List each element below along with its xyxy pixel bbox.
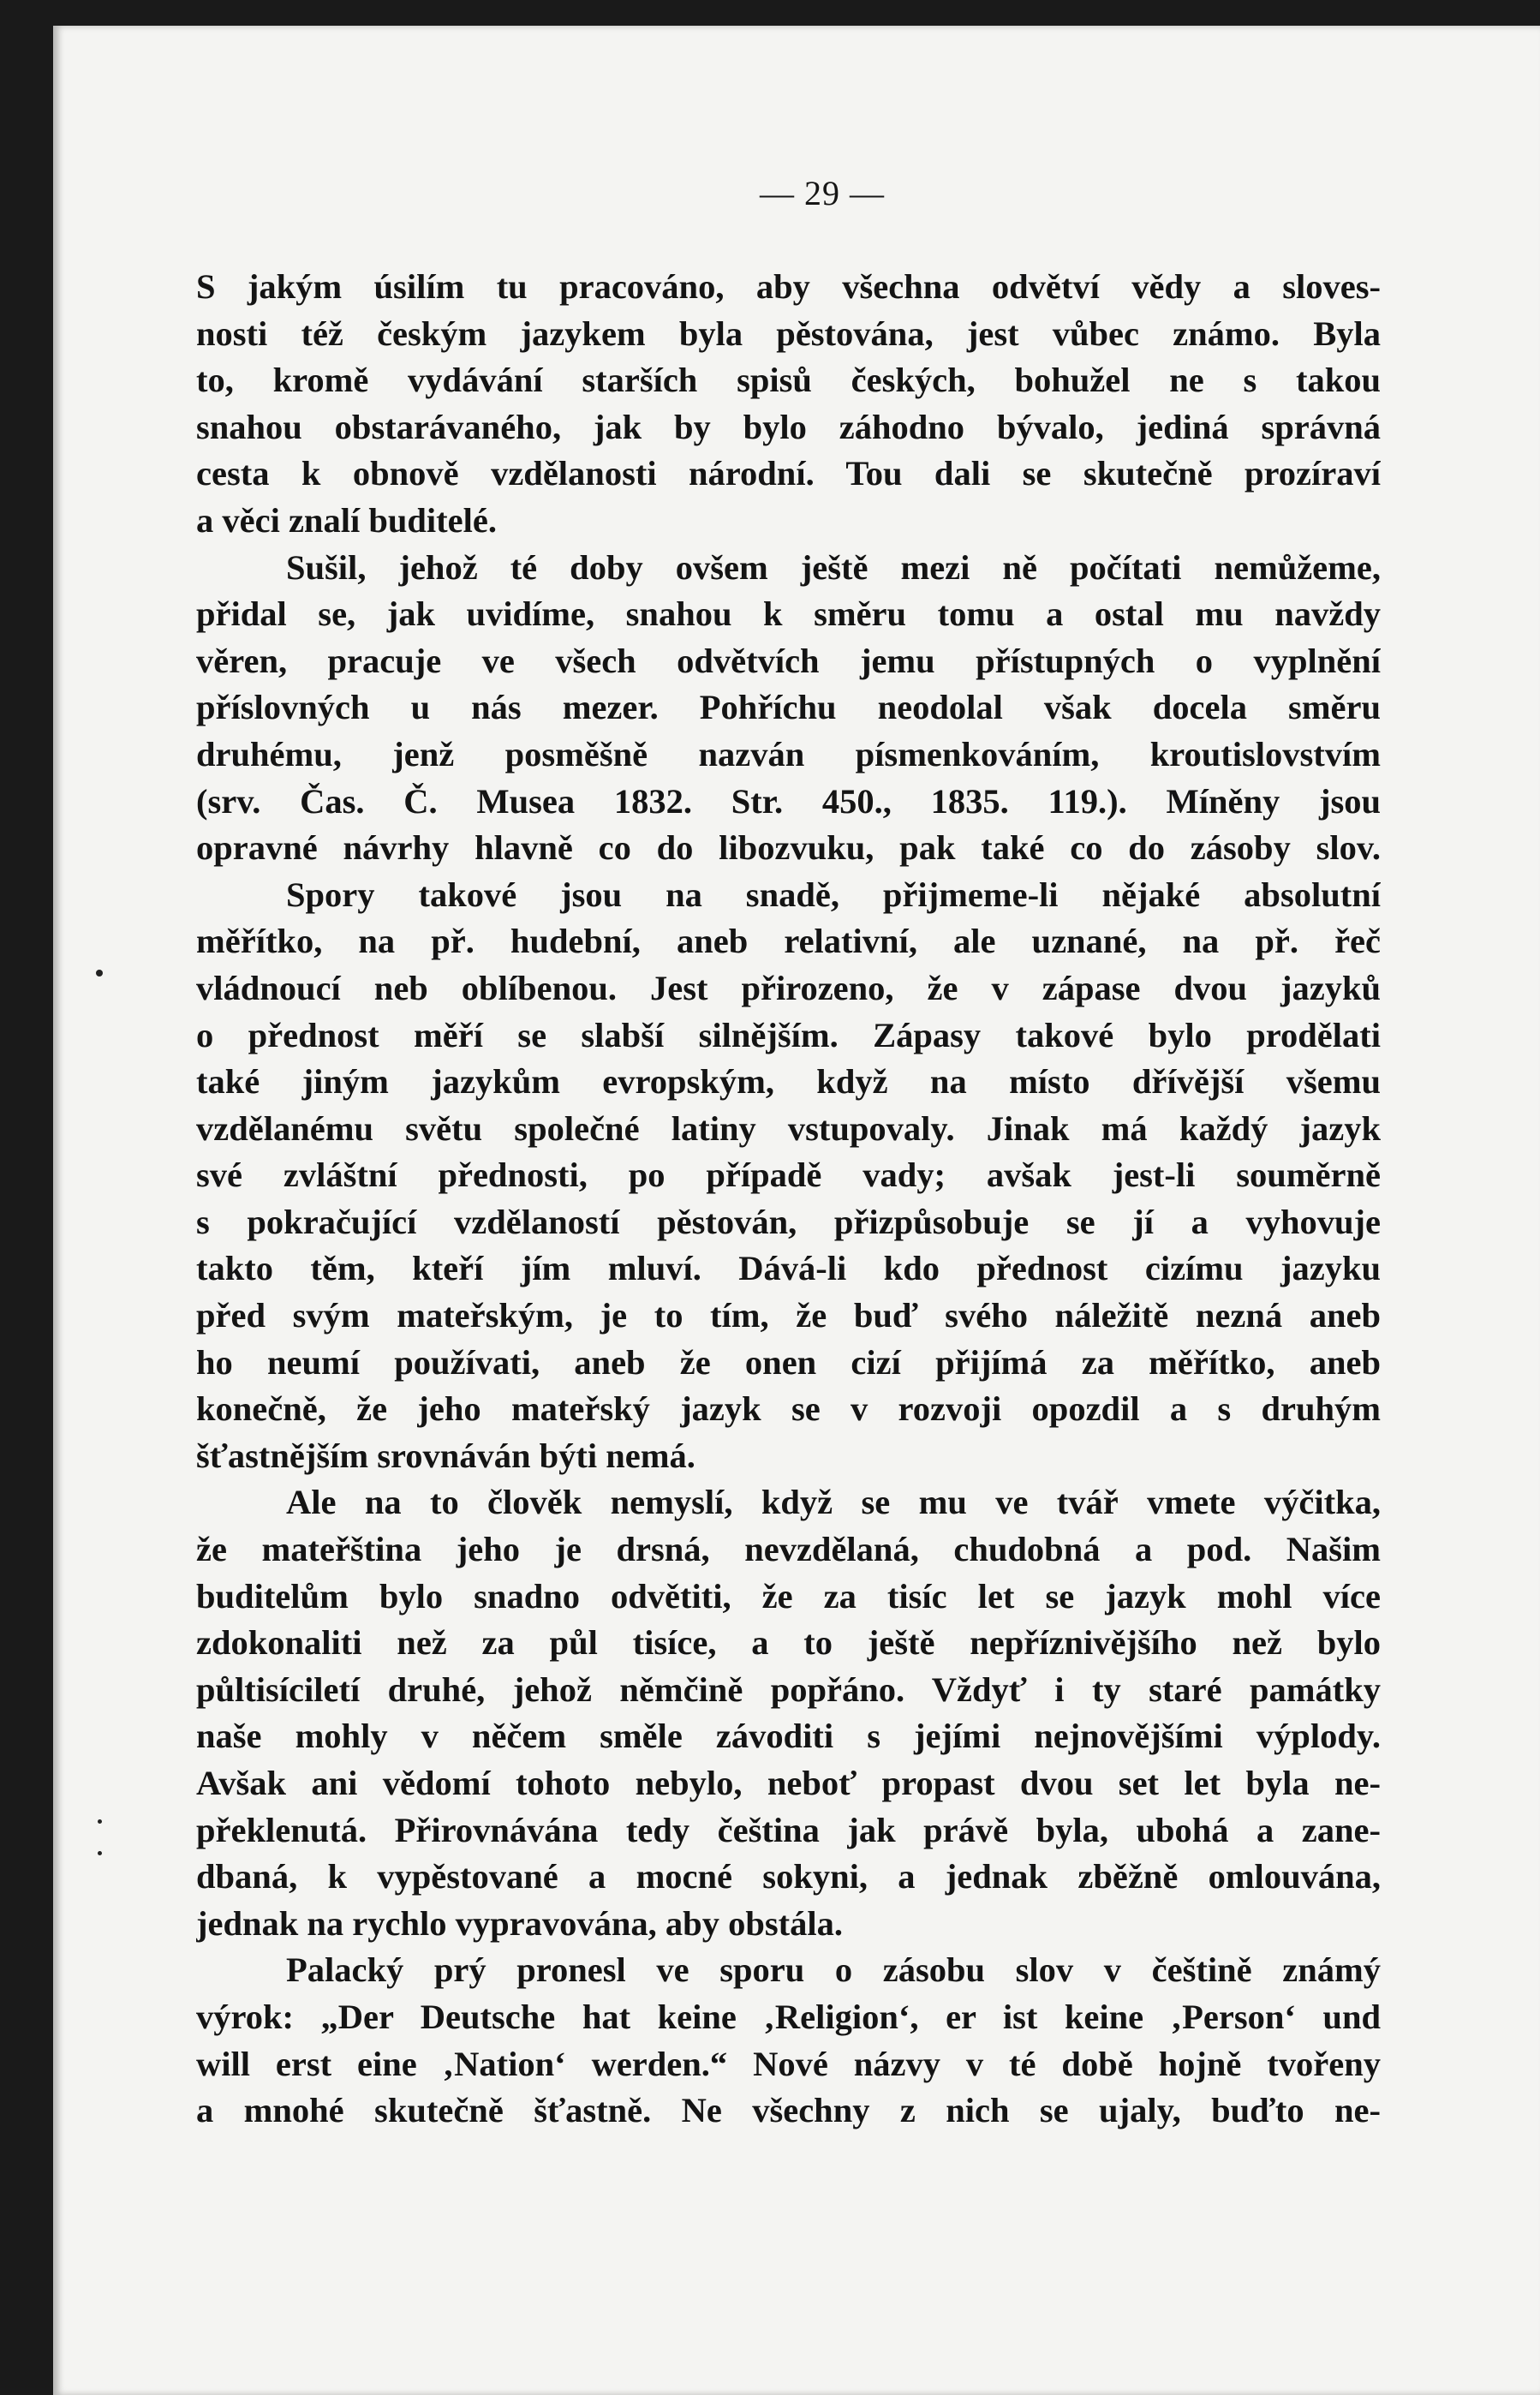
paragraph-5 bbox=[196, 1947, 1381, 2134]
text-line: konečně, že jeho mateřský jazyk se v rozvoji opozdil a s druhým bbox=[196, 1389, 1381, 1429]
text-line: (srv. Čas. Č. Musea 1832. Str. 450., 1835. 119.). Míněny jsou bbox=[196, 781, 1381, 821]
text-line: vzdělanému světu společné latiny vstupovaly. Jinak má každý jazyk bbox=[196, 1108, 1381, 1148]
text-line: a věci znalí buditelé. bbox=[196, 500, 497, 540]
text-line: snahou obstarávaného, jak by bylo záhodno bývalo, jediná správná bbox=[196, 407, 1381, 446]
text-line: Sušil, jehož té doby ovšem ještě mezi ně počítati nemůžeme, bbox=[286, 547, 1381, 587]
text-line: a mnohé skutečně šťastně. Ne všechny z nich se ujaly, buďto ne- bbox=[196, 2091, 1381, 2130]
text-line: před svým mateřským, je to tím, že buď svého náležitě nezná aneb bbox=[196, 1296, 1381, 1335]
scan-speck bbox=[96, 970, 103, 977]
text-line: výrok: „Der Deutsche hat keine ‚Religion‘, er ist keine ‚Person‘ und bbox=[196, 1997, 1381, 2036]
text-line: ho neumí používati, aneb že onen cizí přijímá za měřítko, aneb bbox=[196, 1342, 1381, 1382]
text-line: své zvláštní přednosti, po případě vady; avšak jest-li souměrně bbox=[196, 1156, 1381, 1195]
text-line: to, kromě vydávání starších spisů českých, bohužel ne s takou bbox=[196, 361, 1381, 400]
text-line: že mateřština jeho je drsná, nevzdělaná, chudobná a pod. Našim bbox=[196, 1530, 1381, 1569]
text-line: šťastnějším srovnáván býti nemá. bbox=[196, 1436, 695, 1475]
paragraph-2 bbox=[196, 545, 1381, 872]
text-line: jednak na rychlo vypravována, aby obstála. bbox=[196, 1903, 843, 1943]
text-line: také jiným jazykům evropským, když na místo dřívější všemu bbox=[196, 1062, 1381, 1102]
book-page bbox=[53, 26, 1540, 2395]
text-line: Palacký prý pronesl ve sporu o zásobu slov v češtině známý bbox=[286, 1950, 1381, 1990]
text-line: druhému, jenž posměšně nazván písmenkováním, kroutislovstvím bbox=[196, 734, 1381, 773]
text-line: Spory takové jsou na snadě, přijmeme-li nějaké absolutní bbox=[286, 875, 1381, 914]
paragraph-4 bbox=[196, 1479, 1381, 1947]
text-line: Avšak ani vědomí tohoto nebylo, neboť propast dvou set let byla ne- bbox=[196, 1764, 1381, 1802]
text-line: měřítko, na př. hudební, aneb relativní, ale uznané, na př. řeč bbox=[196, 922, 1381, 961]
text-line: překlenutá. Přirovnávána tedy čeština jak právě byla, ubohá a zane- bbox=[196, 1810, 1381, 1849]
text-line: naše mohly v něčem směle závoditi s jejími nejnovějšími výplody. bbox=[196, 1717, 1381, 1756]
text-line: zdokonaliti než za půl tisíce, a to ještě nepříznivějšího než bylo bbox=[196, 1623, 1381, 1663]
text-line: buditelům bylo snadno odvětiti, že za tisíc let se jazyk mohl více bbox=[196, 1576, 1381, 1616]
text-line: S jakým úsilím tu pracováno, aby všechna odvětví vědy a sloves- bbox=[196, 267, 1381, 306]
text-line: s pokračující vzdělaností pěstován, přizpůsobuje se jí a vyhovuje bbox=[196, 1202, 1381, 1241]
scan-speck bbox=[98, 1819, 102, 1824]
text-line: takto těm, kteří jím mluví. Dává-li kdo přednost cizímu jazyku bbox=[196, 1249, 1381, 1288]
page-number: — 29 — bbox=[760, 174, 885, 212]
text-line: vládnoucí neb oblíbenou. Jest přirozeno, že v zápase dvou jazyků bbox=[196, 968, 1381, 1007]
text-line: opravné návrhy hlavně co do libozvuku, pak také co do zásoby slov. bbox=[196, 828, 1381, 868]
paragraph-1 bbox=[196, 264, 1381, 545]
paragraph-3 bbox=[196, 872, 1381, 1480]
text-line: příslovných u nás mezer. Pohříchu neodolal však docela směru bbox=[196, 688, 1381, 727]
text-line: o přednost měří se slabší silnějším. Zápasy takové bylo prodělati bbox=[196, 1015, 1381, 1054]
scan-speck bbox=[98, 1851, 102, 1855]
text-line: přidal se, jak uvidíme, snahou k směru tomu a ostal mu navždy bbox=[196, 594, 1381, 634]
text-line: dbaná, k vypěstované a mocné sokyni, a jednak zběžně omlouvána, bbox=[196, 1857, 1381, 1896]
body-text bbox=[196, 264, 1381, 2135]
text-line: nosti též českým jazykem byla pěstována, jest vůbec známo. Byla bbox=[196, 314, 1381, 353]
text-line: věren, pracuje ve všech odvětvích jemu přístupných o vyplnění bbox=[196, 641, 1381, 680]
text-line: cesta k obnově vzdělanosti národní. Tou dali se skutečně prozíraví bbox=[196, 454, 1381, 493]
text-line: Ale na to člověk nemyslí, když se mu ve tvář vmete výčitka, bbox=[286, 1483, 1381, 1522]
text-line: will erst eine ‚Nation‘ werden.“ Nové názvy v té době hojně tvořeny bbox=[196, 2044, 1381, 2083]
text-line: půltisíciletí druhé, jehož němčině popřáno. Vždyť i ty staré památky bbox=[196, 1669, 1381, 1709]
